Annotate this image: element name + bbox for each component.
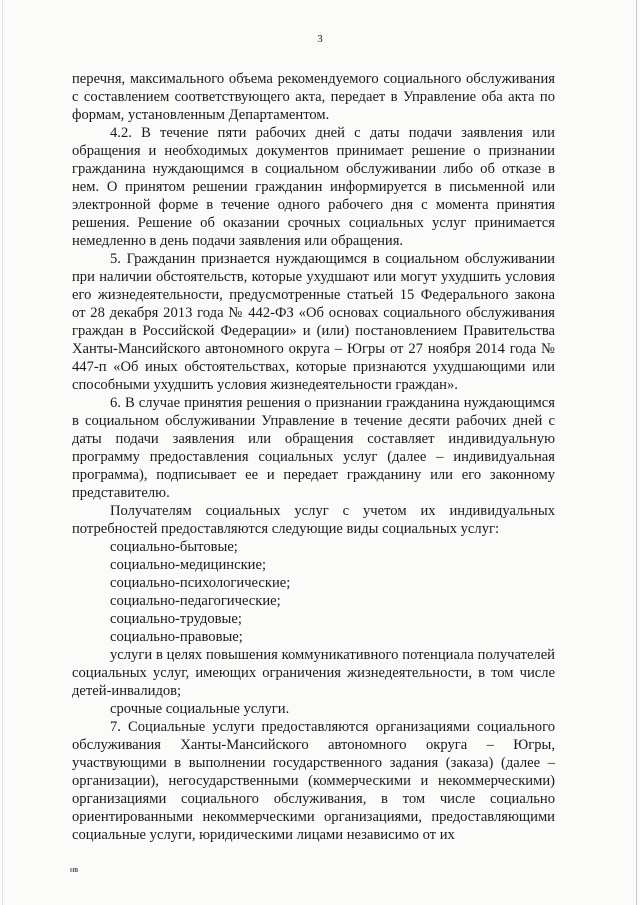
list-item-social-labor: социально-трудовые;: [110, 611, 242, 627]
scan-edge-left: [2, 0, 3, 905]
paragraph-5: 5. Гражданин признается нуждающимся в социальном обслуживании при наличии обстоятельств, которые ухудшают или могут ухудшить условия его жизнедеятельности, предусмотренные статьей 15 Федерального закона от 28 декабря 2013 года № 442-ФЗ «Об основах социального обслуживания граждан в Российской Федерации» и (или) постановлением Правительства Ханты-Мансийского автономного округа – Югры от 27 ноября 2014 года № 447-п «Об иных обстоятельствах, которые признаются ухудшающими или способными ухудшить условия жизнедеятельности граждан».: [72, 251, 555, 393]
list-item-social-medical: социально-медицинские;: [110, 557, 266, 573]
scan-edge-right: [636, 0, 637, 905]
list-item-social-psychological: социально-психологические;: [110, 575, 291, 591]
paragraph-7: 7. Социальные услуги предоставляются организациями социального обслуживания Ханты-Мансийского автономного округа – Югры, участвующими в выполнении государственного задания (заказа) (далее – организации), негосударственными (коммерческими и некоммерческими) организациями социального обслуживания, в том числе социально ориентированными некоммерческими организациями, предоставляющими социальные услуги, юридическими лицами независимо от их: [72, 719, 555, 843]
paragraph-continuation: перечня, максимального объема рекомендуемого социального обслуживания с составлением соответствующего акта, передает в Управление оба акта по формам, установленным Департаментом.: [72, 71, 555, 123]
paragraph-6: 6. В случае принятия решения о признании гражданина нуждающимся в социальном обслуживании Управление в течение десяти рабочих дней с даты подачи заявления или обращения составляет индивидуальную программу предоставления социальных услуг (далее – индивидуальная программа), подписывает ее и передает гражданину или его законному представителю.: [72, 395, 555, 501]
list-item-social-pedagogical: социально-педагогические;: [110, 593, 281, 609]
document-body: [72, 70, 555, 844]
paragraph-service-types-intro: Получателям социальных услуг с учетом их индивидуальных потребностей предоставляются следующие виды социальных услуг:: [72, 503, 555, 537]
paragraph-4-2: 4.2. В течение пяти рабочих дней с даты подачи заявления или обращения и необходимых документов принимает решение о признании гражданина нуждающимся в социальном обслуживании либо об отказе в нем. О принятом решении гражданин информируется в письменной или электронной форме в течение одного рабочего дня с момента принятия решения. Решение об оказании срочных социальных услуг принимается немедленно в день подачи заявления или обращения.: [72, 125, 555, 249]
list-item-communicative-potential: услуги в целях повышения коммуникативного потенциала получателей социальных услуг, имеющих ограничения жизнедеятельности, в том числе детей-инвалидов;: [72, 647, 555, 699]
list-item-social-legal: социально-правовые;: [110, 629, 243, 645]
list-item-urgent-services: срочные социальные услуги.: [110, 701, 290, 717]
list-item-social-household: социально-бытовые;: [110, 539, 238, 555]
page-number: 3: [317, 33, 323, 45]
footer-code: нв: [70, 865, 79, 874]
